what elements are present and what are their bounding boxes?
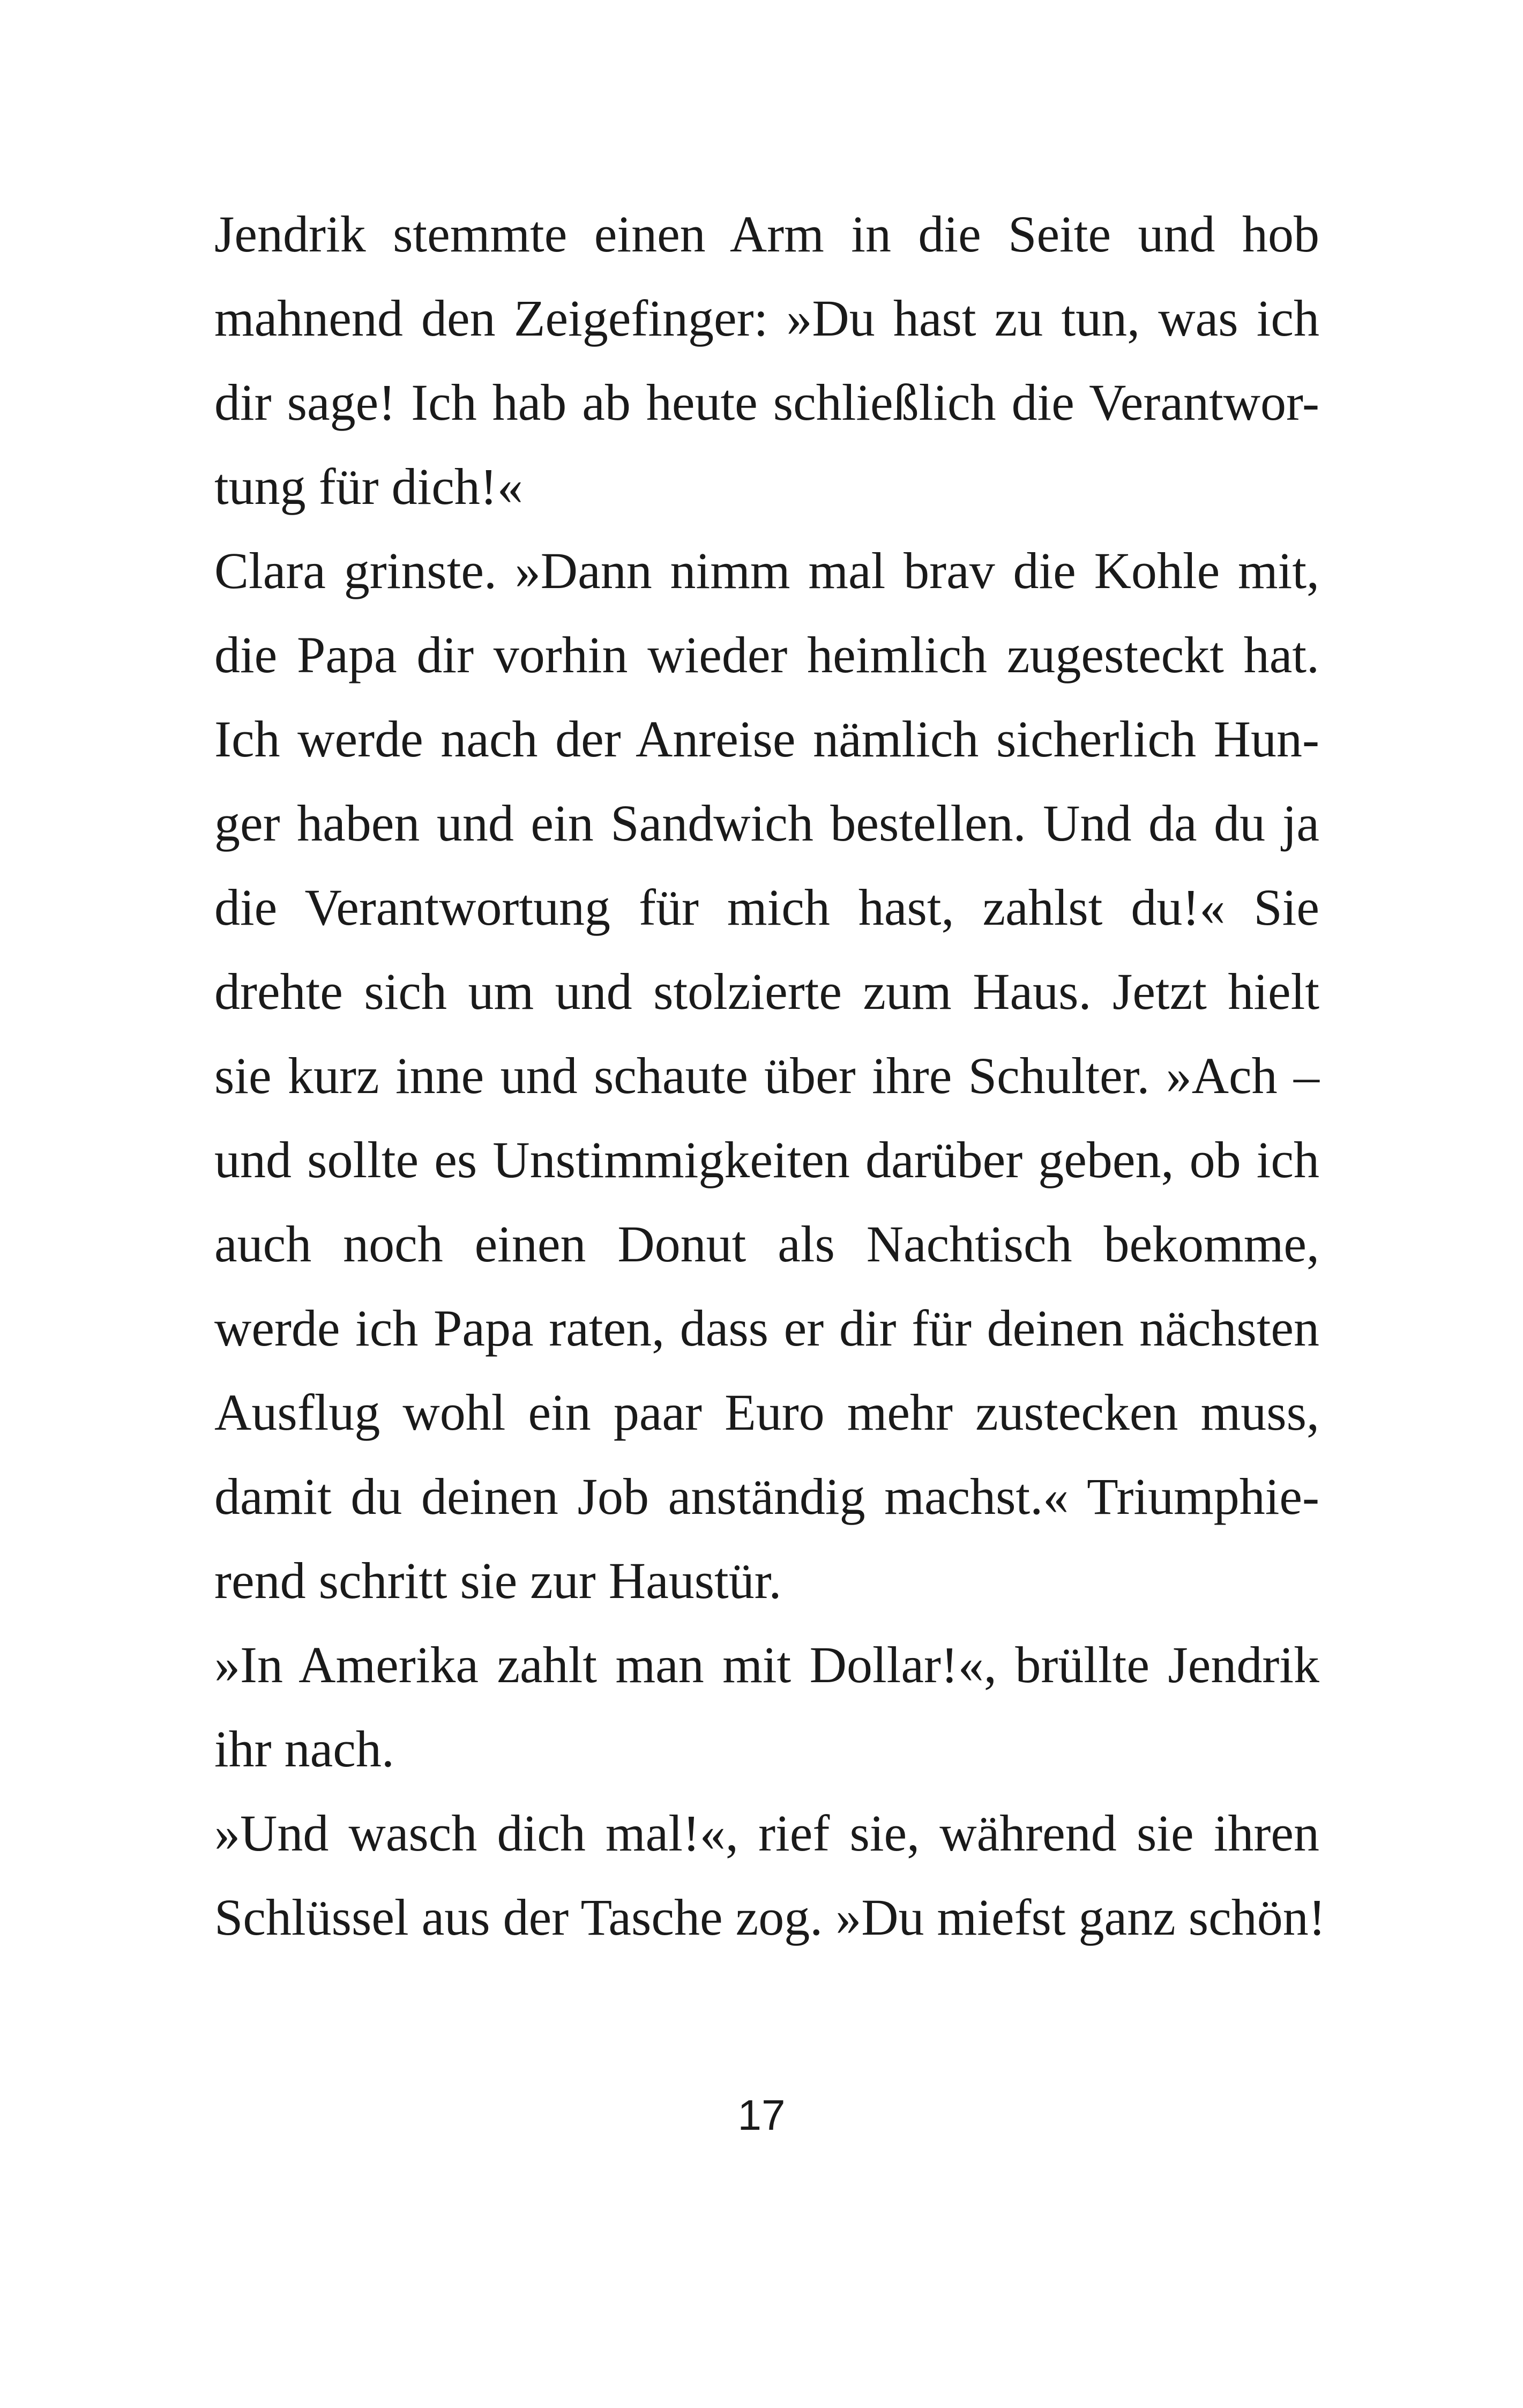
text-line: die Verantwortung für mich hast, zahlst du!« Sie (214, 879, 1319, 936)
page-number: 17 (737, 2091, 786, 2139)
text-line: Clara grinste. »Dann nimm mal brav die Kohle mit, (214, 542, 1319, 599)
text-line: damit du deinen Job anständig machst.« Triumphie- (214, 1468, 1319, 1525)
text-line: »In Amerika zahlt man mit Dollar!«, brüllte Jendrik (214, 1636, 1319, 1693)
text-line: Jendrik stemmte einen Arm in die Seite und hob (214, 205, 1319, 263)
text-line: und sollte es Unstimmigkeiten darüber geben, ob ich (214, 1131, 1319, 1188)
text-line: mahnend den Zeigefinger: »Du hast zu tun, was ich (214, 289, 1319, 347)
text-line: »Und wasch dich mal!«, rief sie, während sie ihren (214, 1804, 1319, 1862)
text-line: Schlüssel aus der Tasche zog. »Du miefst ganz schön! (214, 1889, 1326, 1946)
text-line: auch noch einen Donut als Nachtisch bekomme, (214, 1215, 1319, 1273)
text-line: werde ich Papa raten, dass er dir für deinen nächsten (214, 1299, 1319, 1357)
text-line: sie kurz inne und schaute über ihre Schulter. »Ach – (214, 1047, 1319, 1104)
body-text (214, 192, 1326, 1959)
text-line: ihr nach. (214, 1720, 394, 1778)
text-line: die Papa dir vorhin wieder heimlich zugesteckt hat. (214, 626, 1319, 683)
text-line: drehte sich um und stolzierte zum Haus. Jetzt hielt (214, 963, 1319, 1020)
text-line: tung für dich!« (214, 458, 523, 515)
text-line: Ich werde nach der Anreise nämlich sicherlich Hun- (214, 710, 1319, 768)
text-line: ger haben und ein Sandwich bestellen. Und da du ja (214, 794, 1319, 852)
text-line: dir sage! Ich hab ab heute schließlich die Verantwor- (214, 374, 1319, 431)
text-line: Ausflug wohl ein paar Euro mehr zustecken muss, (214, 1384, 1319, 1441)
text-line: rend schritt sie zur Haustür. (214, 1552, 782, 1609)
